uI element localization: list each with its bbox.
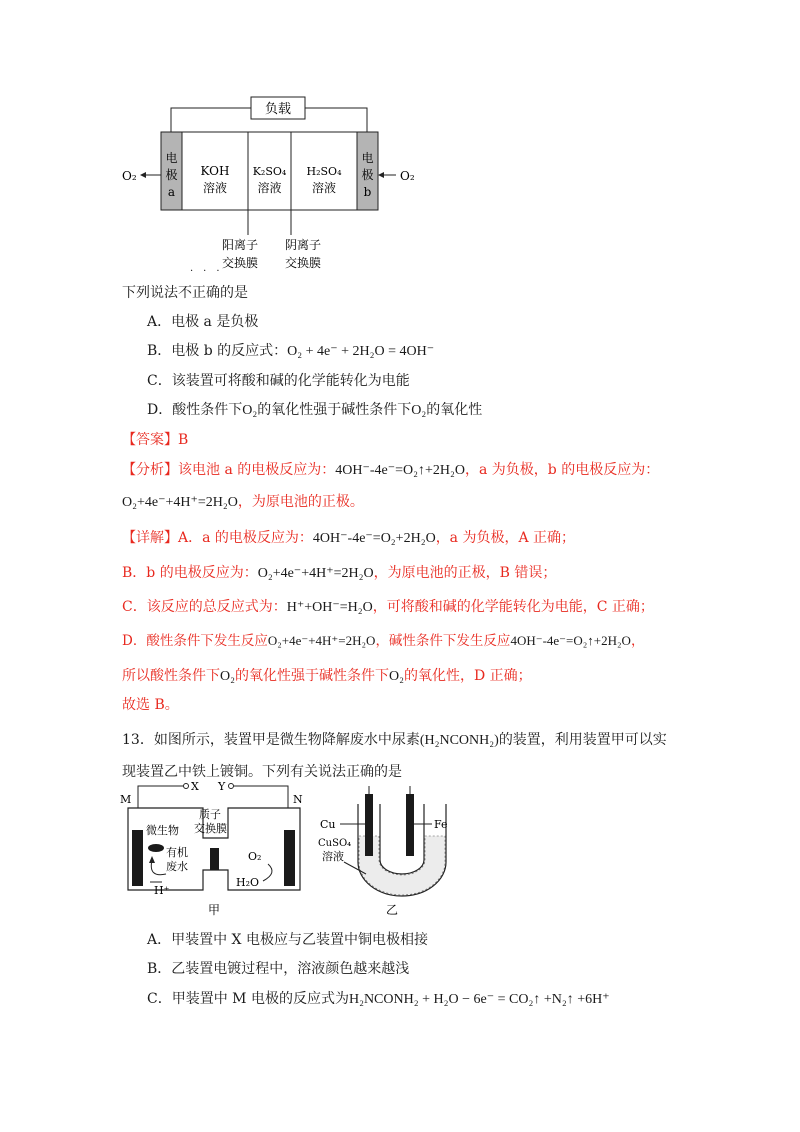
detail-label: 【详解】 [122,530,178,546]
anion-membrane-label-1: 阴离子 [284,238,322,252]
o2-left-label: O₂ [122,169,137,183]
q12-option-d-o2-b: O₂ [411,403,427,418]
fuel-cell-diagram [110,95,430,280]
detail-d-text-4: 所以酸性条件下 [122,668,220,684]
waste-label-1: 有机 [166,846,188,859]
q12-detail-c [122,597,654,618]
device-yi-diagram [318,784,458,924]
terminal-y [229,784,234,789]
detail-d-o2-a: O₂ [220,669,235,684]
microbe-label: 微生物 [146,824,179,837]
electrode-cu [365,794,373,856]
detail-d-text-2: ，碱性条件下发生反应 [375,633,511,649]
wire-m-to-x [138,786,183,808]
detail-d-text-5: 的氧化性强于碱性条件下 [235,668,389,684]
q13-option-a: A．甲装置中 X 电极应与乙装置中铜电极相接 [147,932,428,948]
q12-analysis-line-1 [122,460,659,481]
caption-yi: 乙 [386,903,399,917]
detail-d-text-6: 的氧化性，D 正确； [404,668,532,684]
q12-option-a: A．电极 a 是负极 [147,314,259,330]
q13-stem-line-2: 现装置乙中铁上镀铜。下列有关说法正确的是 [122,764,402,780]
analysis-label: 【分析】 [122,462,178,478]
cycle-arrowhead [149,856,155,863]
q12-conclusion: 故选 B。 [122,697,179,713]
q12-option-d-o2-a: O₂ [242,403,258,418]
q12-option-d-text-3: 的氧化性 [426,402,483,418]
q13-option-c-text: C．甲装置中 M 电极的反应式为 [147,991,349,1007]
wire-y-to-n [234,786,288,808]
o2-right-arrowhead [378,172,384,178]
detail-d-equation-2: 4OH⁻-4e⁻=O₂↑+2H₂O [510,633,631,648]
k2so4-label: K₂SO₄ [252,165,287,178]
electrode-fe [406,794,414,856]
electrode-a-char2: 极 [165,168,178,182]
membrane-label-2: 交换膜 [194,822,227,835]
cation-membrane-label-1: 阳离子 [221,238,259,252]
q12-detail-b [122,563,556,584]
detail-d-o2-b: O₂ [389,669,404,684]
detail-d-text-1: D．酸性条件下发生反应 [122,633,268,649]
detail-a-text-2: ，a 为负极，A 正确； [435,530,576,546]
waste-label-2: 废水 [166,860,188,873]
analysis-equation-1: 4OH⁻-4e⁻=O₂↑+2H₂O [335,463,466,478]
q12-option-b-text: B．电极 b 的反应式： [147,343,288,359]
electrode-a-char1: 电 [165,151,178,165]
detail-b-equation: O₂+4e⁻+4H⁺=2H₂O [257,566,374,581]
q12-option-b-equation: O₂ + 4e⁻ + 2H₂O = 4OH⁻ [287,344,435,359]
q13-option-b: B．乙装置电镀过程中，溶液颜色越来越浅 [147,961,410,977]
koh-solution-label: 溶液 [202,181,228,195]
cation-membrane-label-2: 交换膜 [221,256,259,270]
q12-detail-d [122,631,644,651]
detail-b-text-1: B．b 的电极反应为： [122,565,258,581]
detail-c-text-2: ，可将酸和碱的化学能转化为电能，C 正确； [372,599,654,615]
detail-a-text-1: A．a 的电极反应为： [178,530,313,546]
analysis-equation-2: O₂+4e⁻+4H⁺=2H₂O [122,495,238,510]
analysis-text-3: ，为原电池的正极。 [237,494,364,510]
analysis-text-2: ，a 为负极，b 的电极反应为： [465,462,660,478]
electrode-a-char3: a [167,185,176,199]
label-y: Y [218,780,226,793]
h2so4-label: H₂SO₄ [306,165,342,178]
fe-label: Fe [434,818,448,831]
label-x: X [191,780,199,793]
q13-option-c [147,989,610,1010]
o2-label: O₂ [248,850,262,863]
h2so4-solution-label: 溶液 [311,181,337,195]
q13-stem-text-1: 13．如图所示，装置甲是微生物降解废水中尿素 [122,732,420,748]
cu-label: Cu [320,818,336,831]
q12-option-b [147,341,434,362]
detail-c-equation: H⁺+OH⁻=H₂O [286,600,373,615]
anion-membrane-label-2: 交换膜 [284,256,322,270]
device-jia-diagram [118,778,318,918]
wire-right [305,108,367,132]
cuso4-label-2: 溶液 [322,850,344,863]
u-tube-inner [380,804,424,874]
h-plus-label: H⁺ [154,884,170,897]
q13-urea-formula: (H₂NCONH₂) [419,733,499,748]
q13-option-c-equation: H₂NCONH₂ + H₂O − 6e⁻ = CO₂↑ +N₂↑ +6H⁺ [348,992,610,1007]
membrane-label-1: 质子 [199,808,221,821]
wire-left [171,108,251,132]
electrode-n [284,830,295,886]
q12-option-d-text-1: D．酸性条件下 [147,402,243,418]
caption-jia: 甲 [208,903,221,917]
electrode-b-char2: 极 [361,168,374,182]
label-n: N [293,793,303,806]
load-label: 负载 [264,102,292,117]
detail-d-text-3: ， [630,633,645,649]
o2-right-label: O₂ [400,169,415,183]
cuso4-label-1: CuSO₄ [318,838,352,849]
o2-left-arrowhead [140,172,146,178]
o2-to-h2o-arrow [263,864,272,881]
q12-detail-d-cont [122,666,532,687]
detail-d-equation-1: O₂+4e⁻+4H⁺=2H₂O [267,633,376,648]
q12-stem: 下列说法不正确的是 [122,285,248,301]
analysis-text-1: 该电池 a 的电极反应为： [178,462,336,478]
q12-option-c: C．该装置可将酸和碱的化学能转化为电能 [147,373,410,389]
emphasis-dots: ··· [190,266,230,277]
q13-stem-text-2: 的装置，利用装置甲可以实 [498,732,667,748]
proton-membrane [210,848,219,870]
electrode-b-char1: 电 [361,151,374,165]
q12-option-d [147,400,482,421]
detail-a-equation: 4OH⁻-4e⁻=O₂+2H₂O [312,531,436,546]
koh-label: KOH [200,164,230,178]
q12-detail-a [122,528,575,549]
q13-stem-line-1 [122,730,667,751]
q12-answer: 【答案】B [122,432,189,448]
microbe-blob [148,844,164,852]
terminal-x [184,784,189,789]
q12-option-d-text-2: 的氧化性强于碱性条件下 [257,402,412,418]
label-m: M [120,793,132,806]
q12-analysis-line-2 [122,492,364,513]
k2so4-solution-label: 溶液 [257,181,282,195]
detail-b-text-2: ，为原电池的正极，B 错误； [373,565,557,581]
h2o-label: H₂O [236,876,260,889]
electrode-b-char3: b [363,185,372,199]
detail-c-text-1: C．该反应的总反应式为： [122,599,287,615]
electrode-m [132,830,143,886]
